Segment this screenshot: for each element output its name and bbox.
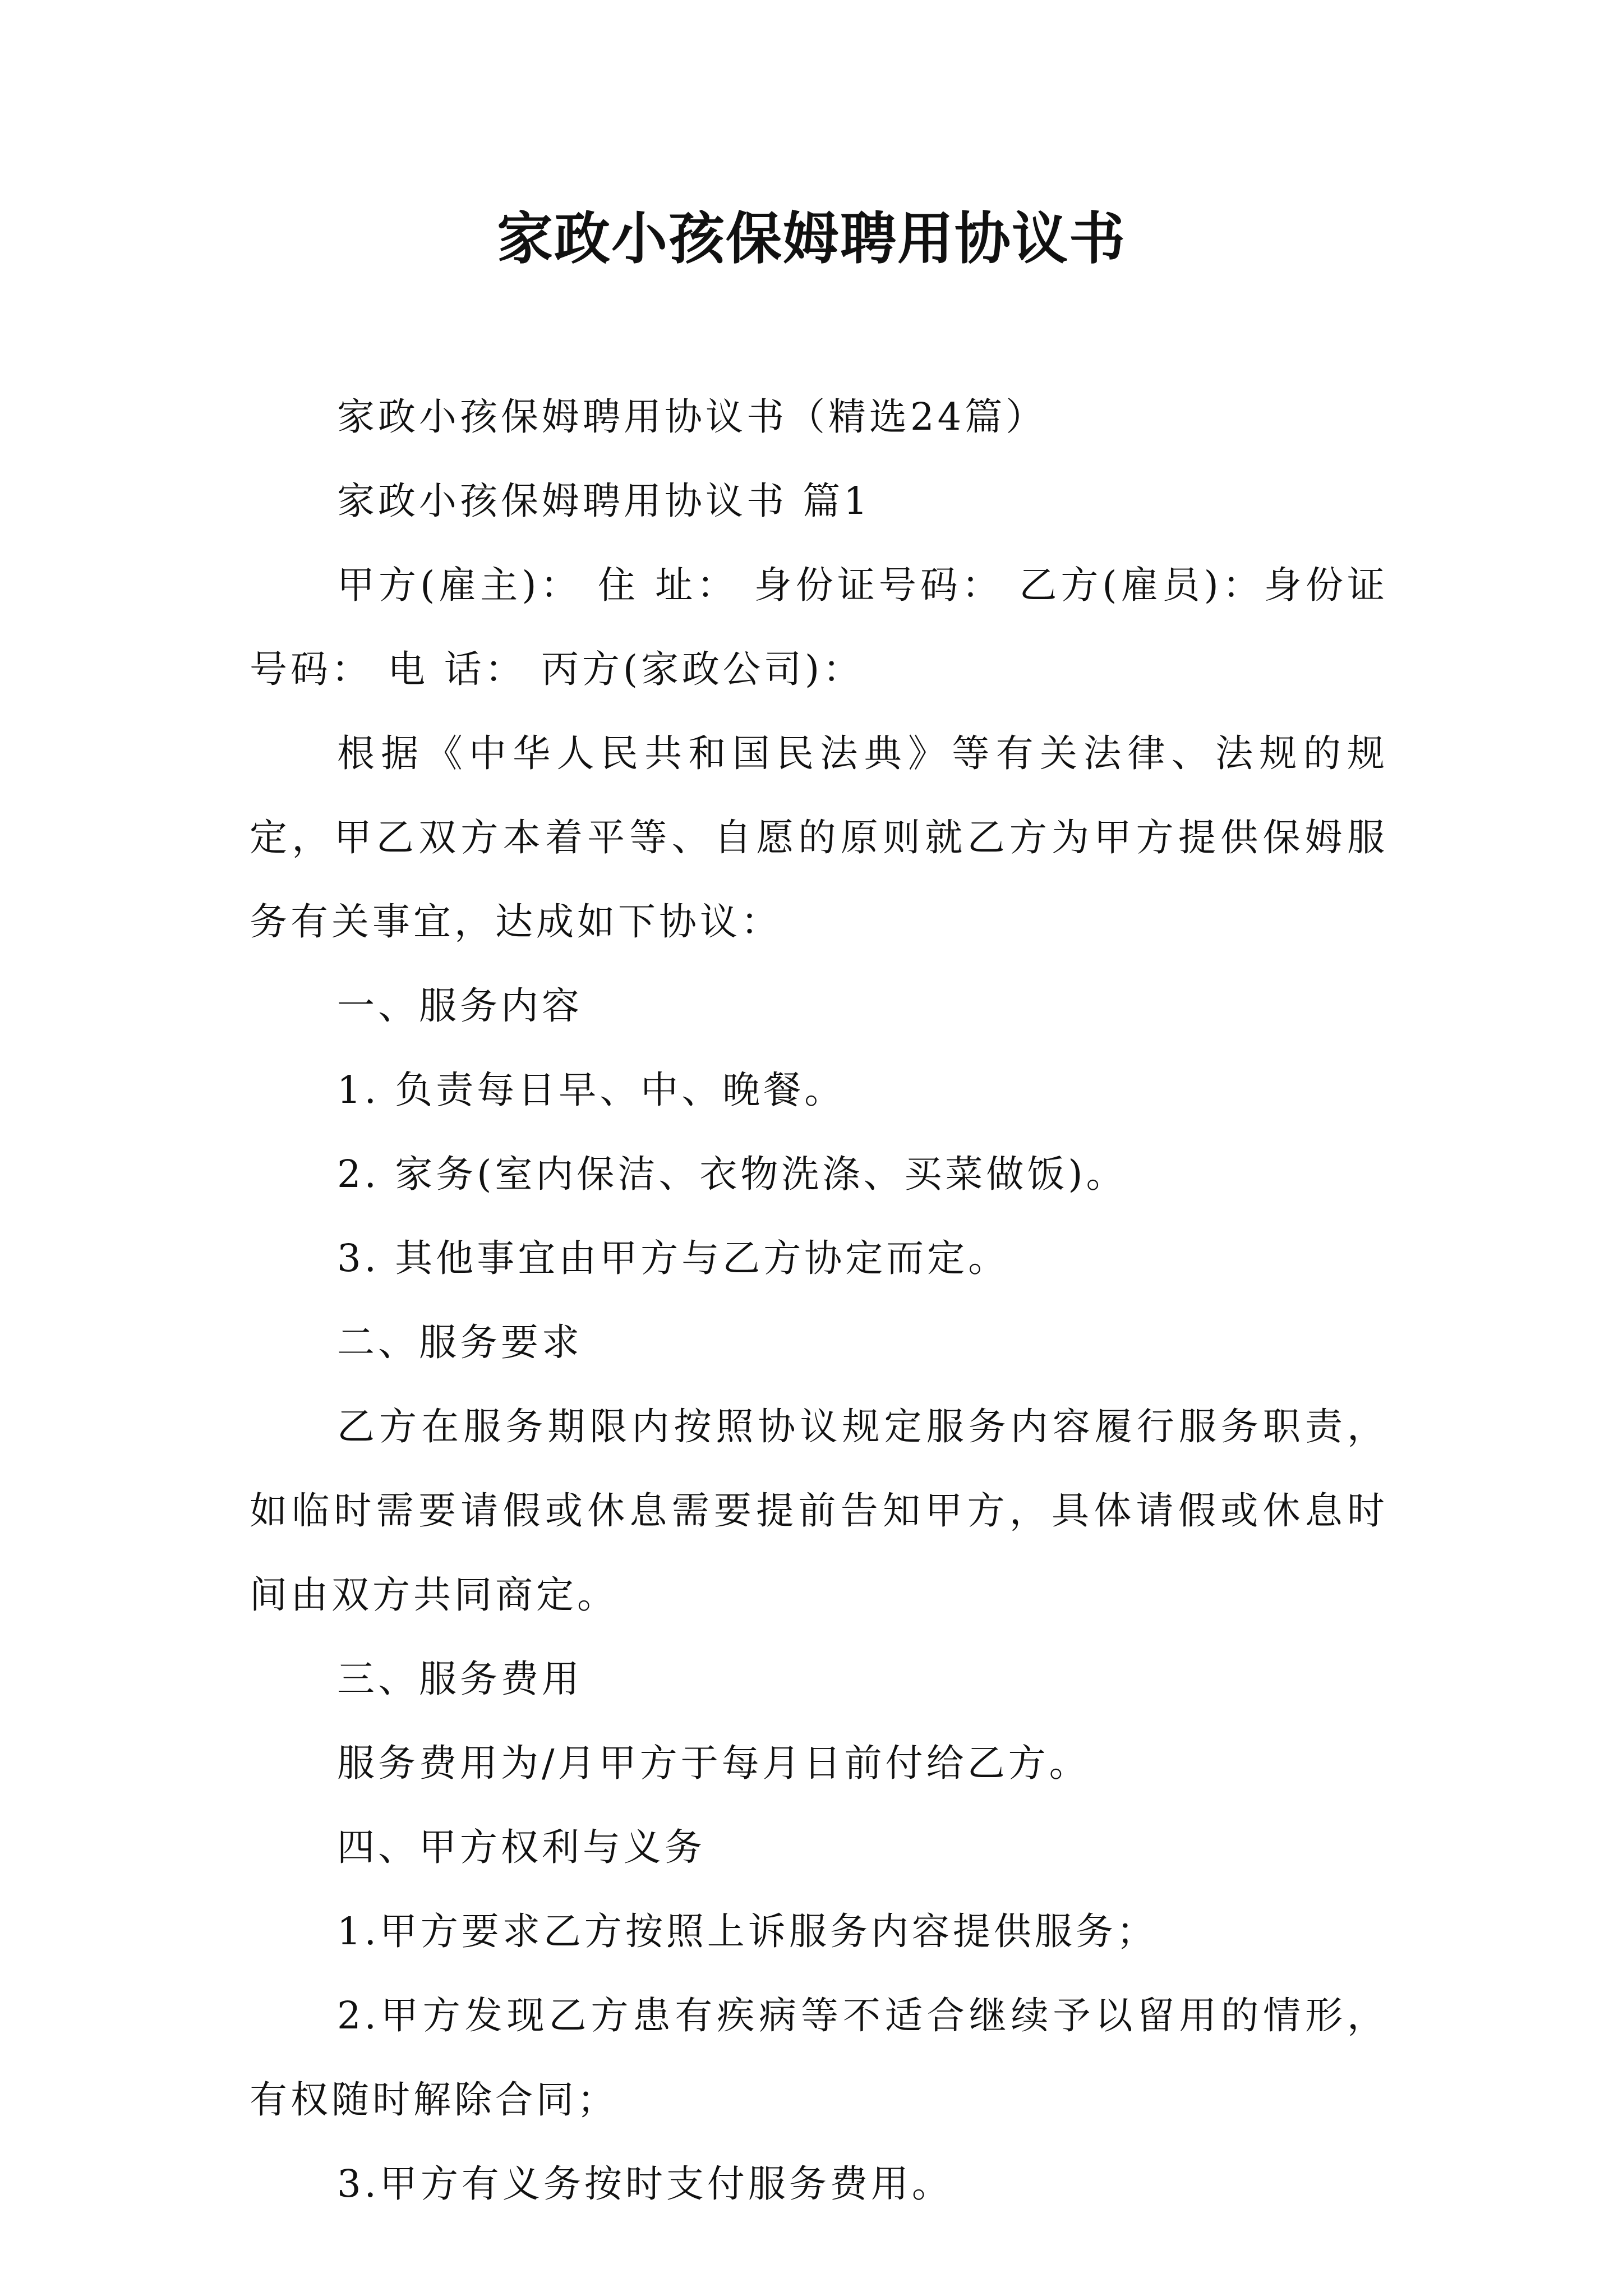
fees-paragraph: 服务费用为/月甲方于每月日前付给乙方。	[337, 1741, 1090, 1785]
section-heading-part-1: 家政小孩保姆聘用协议书 篇1	[337, 479, 871, 523]
preamble-paragraph: 根据《中华人民共和国民法典》等有关法律、法规的规定，甲乙双方本着平等、自愿的原则就乙方为甲方提供保姆服务有关事宜，达成如下协议：	[250, 731, 1388, 944]
service-item-3: 3. 其他事宜由甲方与乙方协定而定。	[337, 1236, 1009, 1280]
heading-service-requirements: 二、服务要求	[337, 1320, 583, 1364]
party-a-right-1: 1.甲方要求乙方按照上诉服务内容提供服务；	[337, 1910, 1158, 1953]
heading-service-content: 一、服务内容	[337, 984, 583, 1028]
party-a-right-2: 2.甲方发现乙方患有疾病等不适合继续予以留用的情形，有权随时解除合同；	[250, 1994, 1388, 2122]
document-body	[250, 375, 1388, 2226]
document-title: 家政小孩保姆聘用协议书	[497, 205, 1126, 272]
heading-service-fees: 三、服务费用	[337, 1657, 583, 1701]
party-a-right-3: 3.甲方有义务按时支付服务费用。	[337, 2162, 953, 2206]
parties-paragraph: 甲方(雇主)： 住 址： 身份证号码： 乙方(雇员)：身份证号码： 电 话： 丙方(家政公司)：	[250, 563, 1388, 691]
service-item-1: 1. 负责每日早、中、晚餐。	[337, 1068, 846, 1112]
service-item-2: 2. 家务(室内保洁、衣物洗涤、买菜做饭)。	[337, 1152, 1127, 1196]
heading-party-a-rights: 四、甲方权利与义务	[337, 1825, 706, 1869]
collection-subtitle: 家政小孩保姆聘用协议书（精选24篇）	[337, 395, 1047, 439]
requirements-paragraph: 乙方在服务期限内按照协议规定服务内容履行服务职责，如临时需要请假或休息需要提前告知甲方，具体请假或休息时间由双方共同商定。	[250, 1405, 1388, 1617]
